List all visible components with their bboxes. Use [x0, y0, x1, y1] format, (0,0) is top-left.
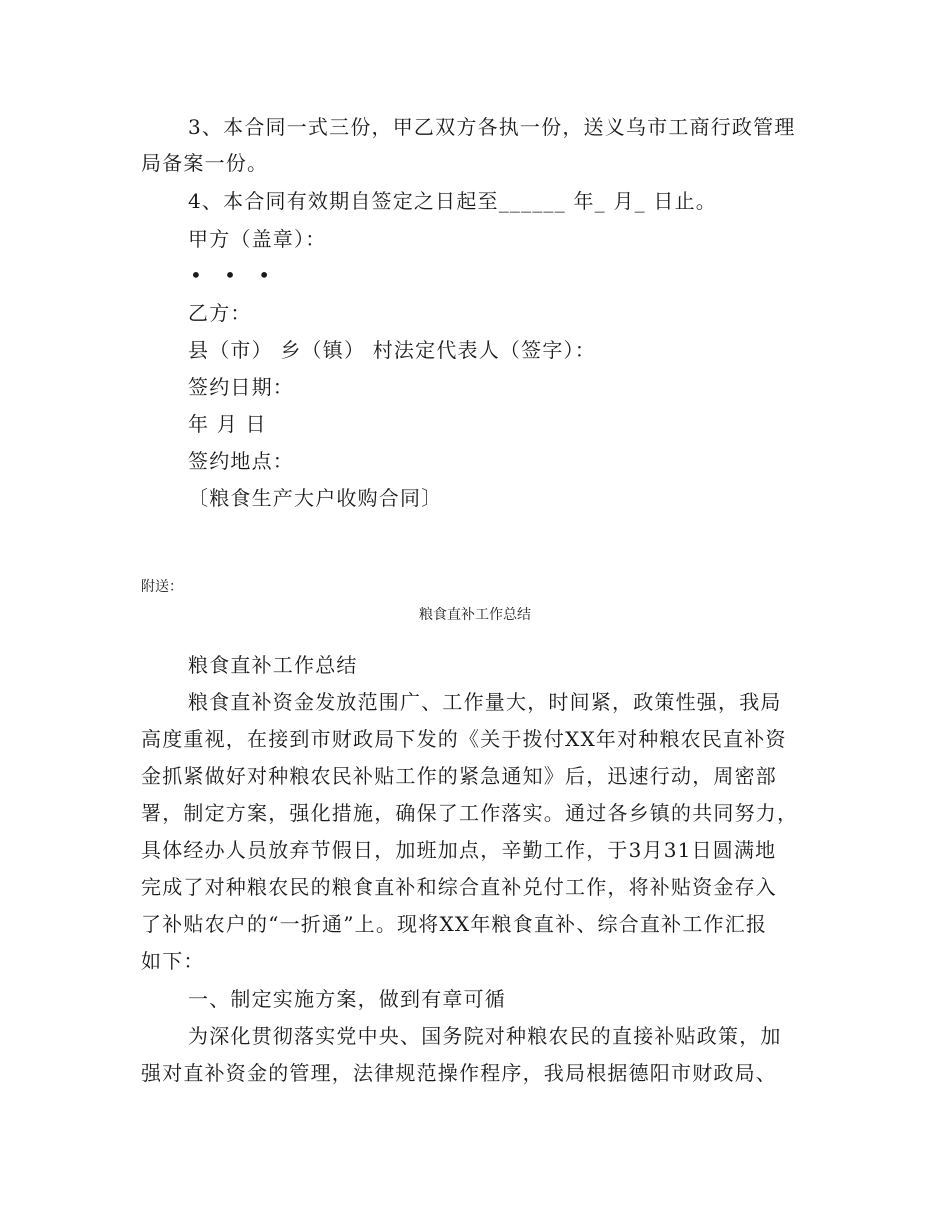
date-placeholder: 年 月 日	[188, 412, 267, 436]
party-a-label: 甲方（盖章）：	[188, 227, 327, 251]
legal-rep-label: 县（市） 乡（镇） 村法定代表人（签字）：	[188, 338, 596, 362]
section-1-heading: 一、制定实施方案，做到有章可循	[188, 987, 506, 1011]
para1-line: 完成了对种粮农民的粮食直补和综合直补兑付工作，将补贴资金存入	[141, 875, 777, 899]
para1-line: 金抓紧做好对种粮农民补贴工作的紧急通知》后，迅速行动，周密部	[141, 764, 777, 788]
party-b-label: 乙方：	[188, 301, 252, 325]
para1-line: 署，制定方案，强化措施，确保了工作落实。通过各乡镇的共同努力，	[141, 801, 799, 825]
para1-line: 了补贴农户的“一折通”上。现将XX年粮食直补、综合直补工作汇报	[141, 912, 768, 936]
summary-heading: 粮食直补工作总结	[188, 653, 358, 677]
clause-4: 4、本合同有效期自签定之日起至______ 年_ 月_ 日止。	[188, 189, 717, 213]
appendix-label: 附送：	[141, 579, 183, 595]
sign-place-label: 签约地点：	[188, 449, 294, 473]
para2-line: 强对直补资金的管理，法律规范操作程序，我局根据德阳市财政局、	[141, 1061, 777, 1085]
clause-3-line-1: 3、本合同一式三份，甲乙双方各执一份，送义乌市工商行政管理	[188, 115, 796, 139]
para1-line: 高度重视，在接到市财政局下发的《关于拨付XX年对种粮农民直补资	[141, 727, 787, 751]
para2-line: 为深化贯彻落实党中央、国务院对种粮农民的直接补贴政策，加	[188, 1024, 782, 1048]
ellipsis-dots: • • •	[190, 263, 279, 287]
para1-line: 如下：	[141, 949, 205, 973]
sign-date-label: 签约日期：	[188, 375, 294, 399]
para1-line: 具体经办人员放弃节假日，加班加点，辛勤工作，于3月31日圆满地	[141, 838, 777, 862]
clause-3-line-2: 局备案一份。	[141, 151, 269, 175]
appendix-title: 粮食直补工作总结	[419, 607, 531, 623]
contract-title: 〔粮食生产大户收购合同〕	[188, 486, 443, 510]
para1-line: 粮食直补资金发放范围广、工作量大，时间紧，政策性强，我局	[188, 690, 782, 714]
